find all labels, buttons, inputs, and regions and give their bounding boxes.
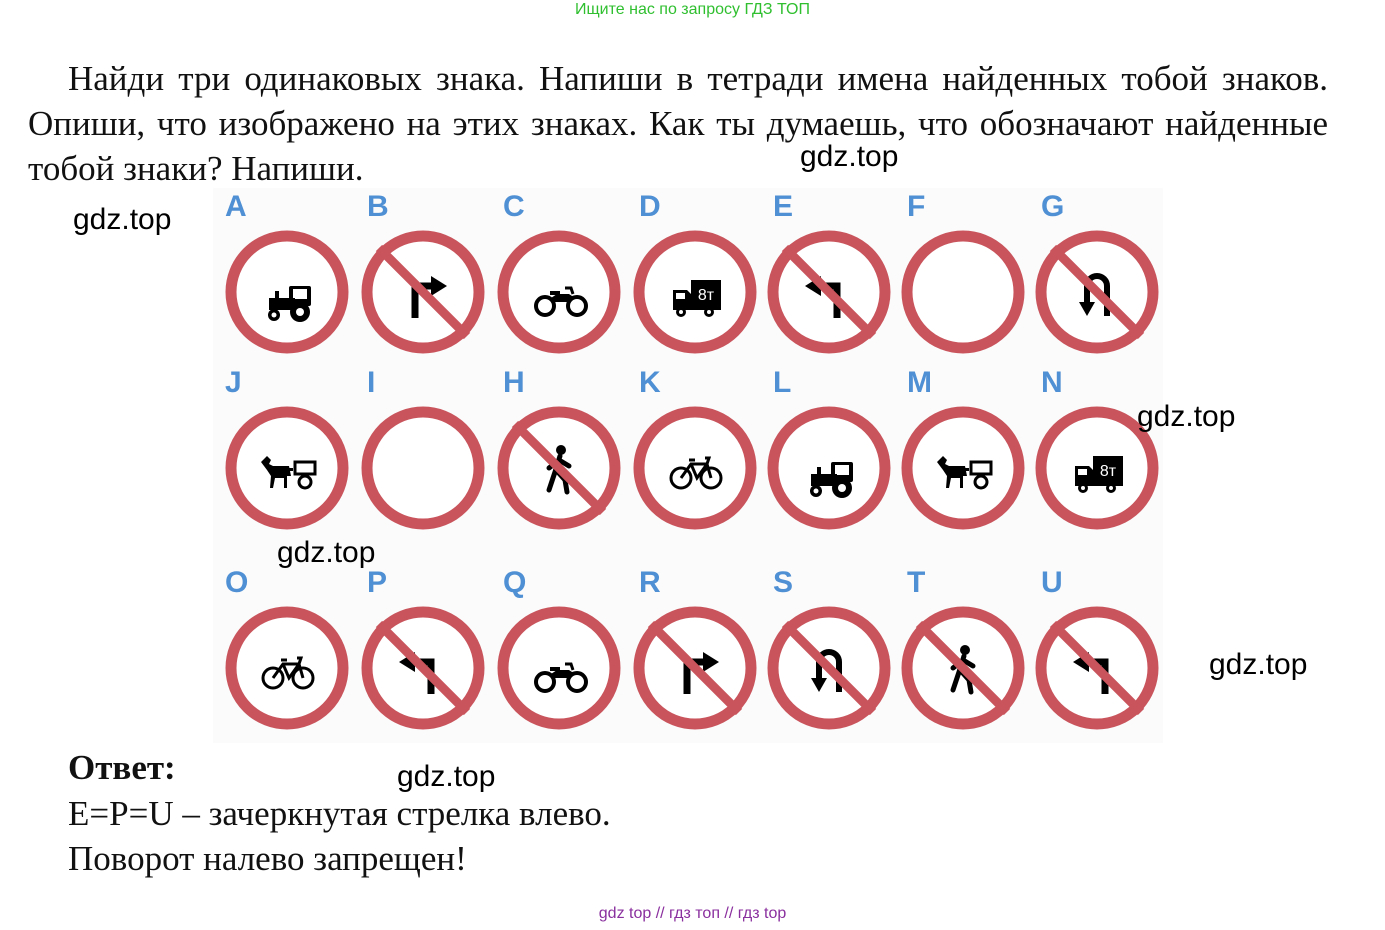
left-turn-arrow-icon	[361, 606, 485, 730]
sign-letter-i: I	[367, 366, 376, 399]
horse-cart-icon	[901, 406, 1025, 530]
right-turn-arrow-icon	[633, 606, 757, 730]
sign-letter-h: H	[503, 366, 525, 399]
tractor-icon	[767, 406, 891, 530]
pedestrian-icon	[901, 606, 1025, 730]
task-text: Найди три одинаковых знака. Напиши в тетради имена найденных тобой знаков. Опиши, что изображено на этих знаках. Как ты думаешь, что обозначают найденные тобой знаки? Напиши.	[28, 59, 1328, 188]
sign-letter-c: C	[503, 190, 525, 223]
sign-letter-k: K	[639, 366, 661, 399]
right-turn-arrow-icon	[361, 230, 485, 354]
tractor-icon	[225, 230, 349, 354]
watermark: gdz.top	[1209, 648, 1308, 681]
horse-cart-icon	[225, 406, 349, 530]
empty-sign-icon	[901, 230, 1025, 354]
svg-text:8т: 8т	[1099, 463, 1117, 480]
sign-letter-o: O	[225, 566, 249, 599]
answer-line-1: E=P=U – зачеркнутая стрелка влево.	[68, 794, 611, 833]
sign-letter-s: S	[773, 566, 794, 599]
sign-letter-m: M	[907, 366, 932, 399]
sign-letter-q: Q	[503, 566, 527, 599]
sign-letter-e: E	[773, 190, 794, 223]
motorcycle-icon	[497, 230, 621, 354]
road-signs-grid	[213, 188, 1163, 743]
pedestrian-icon	[497, 406, 621, 530]
sign-letter-f: F	[907, 190, 926, 223]
sign-letter-l: L	[773, 366, 792, 399]
top-banner: Ищите нас по запросу ГДЗ ТОП	[575, 1, 810, 18]
bicycle-icon	[225, 606, 349, 730]
sign-letter-t: T	[907, 566, 926, 599]
sign-letter-j: J	[225, 366, 242, 399]
sign-letter-p: P	[367, 566, 388, 599]
sign-letter-r: R	[639, 566, 661, 599]
watermark: gdz.top	[800, 140, 899, 173]
motorcycle-icon	[497, 606, 621, 730]
watermark: gdz.top	[73, 203, 172, 236]
sign-letter-d: D	[639, 190, 661, 223]
footer-links: gdz top // гдз топ // гдз top	[598, 905, 787, 922]
empty-sign-icon	[361, 406, 485, 530]
sign-letter-n: N	[1041, 366, 1063, 399]
watermark: gdz.top	[397, 760, 496, 793]
left-turn-arrow-icon	[1035, 606, 1159, 730]
bicycle-icon	[633, 406, 757, 530]
watermark: gdz.top	[1137, 400, 1236, 433]
left-turn-arrow-icon	[767, 230, 891, 354]
answer-title: Ответ:	[68, 748, 176, 787]
answer-line-2: Поворот налево запрещен!	[68, 839, 467, 878]
sign-letter-b: B	[367, 190, 389, 223]
truck-8t-icon	[633, 230, 757, 354]
sign-letter-u: U	[1041, 566, 1063, 599]
watermark: gdz.top	[277, 536, 376, 569]
sign-letter-a: A	[225, 190, 247, 223]
sign-letter-g: G	[1041, 190, 1065, 223]
svg-text:8т: 8т	[697, 287, 715, 304]
u-turn-icon	[1035, 230, 1159, 354]
u-turn-icon	[767, 606, 891, 730]
